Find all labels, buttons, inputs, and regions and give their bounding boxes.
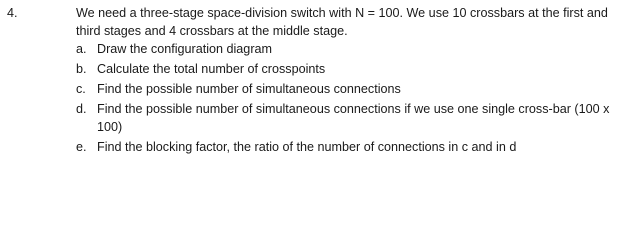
subquestion-letter: a. [76,42,87,56]
subquestion-letter: b. [76,62,87,76]
subquestion-letter: c. [76,82,86,96]
subquestion-b [76,60,612,78]
subquestion-text: Calculate the total number of crosspoints [97,62,326,76]
question-stem: We need a three-stage space-division switch with N = 100. We use 10 crossbars at the first and third stages and 4 crossbars at the middle stage. [76,6,608,38]
subquestion-d [76,100,612,136]
subquestion-text: Find the possible number of simultaneous connections if we use one single cross-bar (100 x 100) [97,102,610,134]
subquestion-text: Find the blocking factor, the ratio of the number of connections in c and in d [97,140,517,154]
subquestion-e [76,138,612,156]
subquestion-letter: d. [76,102,87,116]
question-number: 4. [7,6,18,20]
subquestion-letter: e. [76,140,87,154]
subquestion-text: Draw the configuration diagram [97,42,273,56]
subquestion-a [76,40,612,58]
subquestion-text: Find the possible number of simultaneous connections [97,82,401,96]
subquestion-list [76,40,612,158]
subquestion-c [76,80,612,98]
